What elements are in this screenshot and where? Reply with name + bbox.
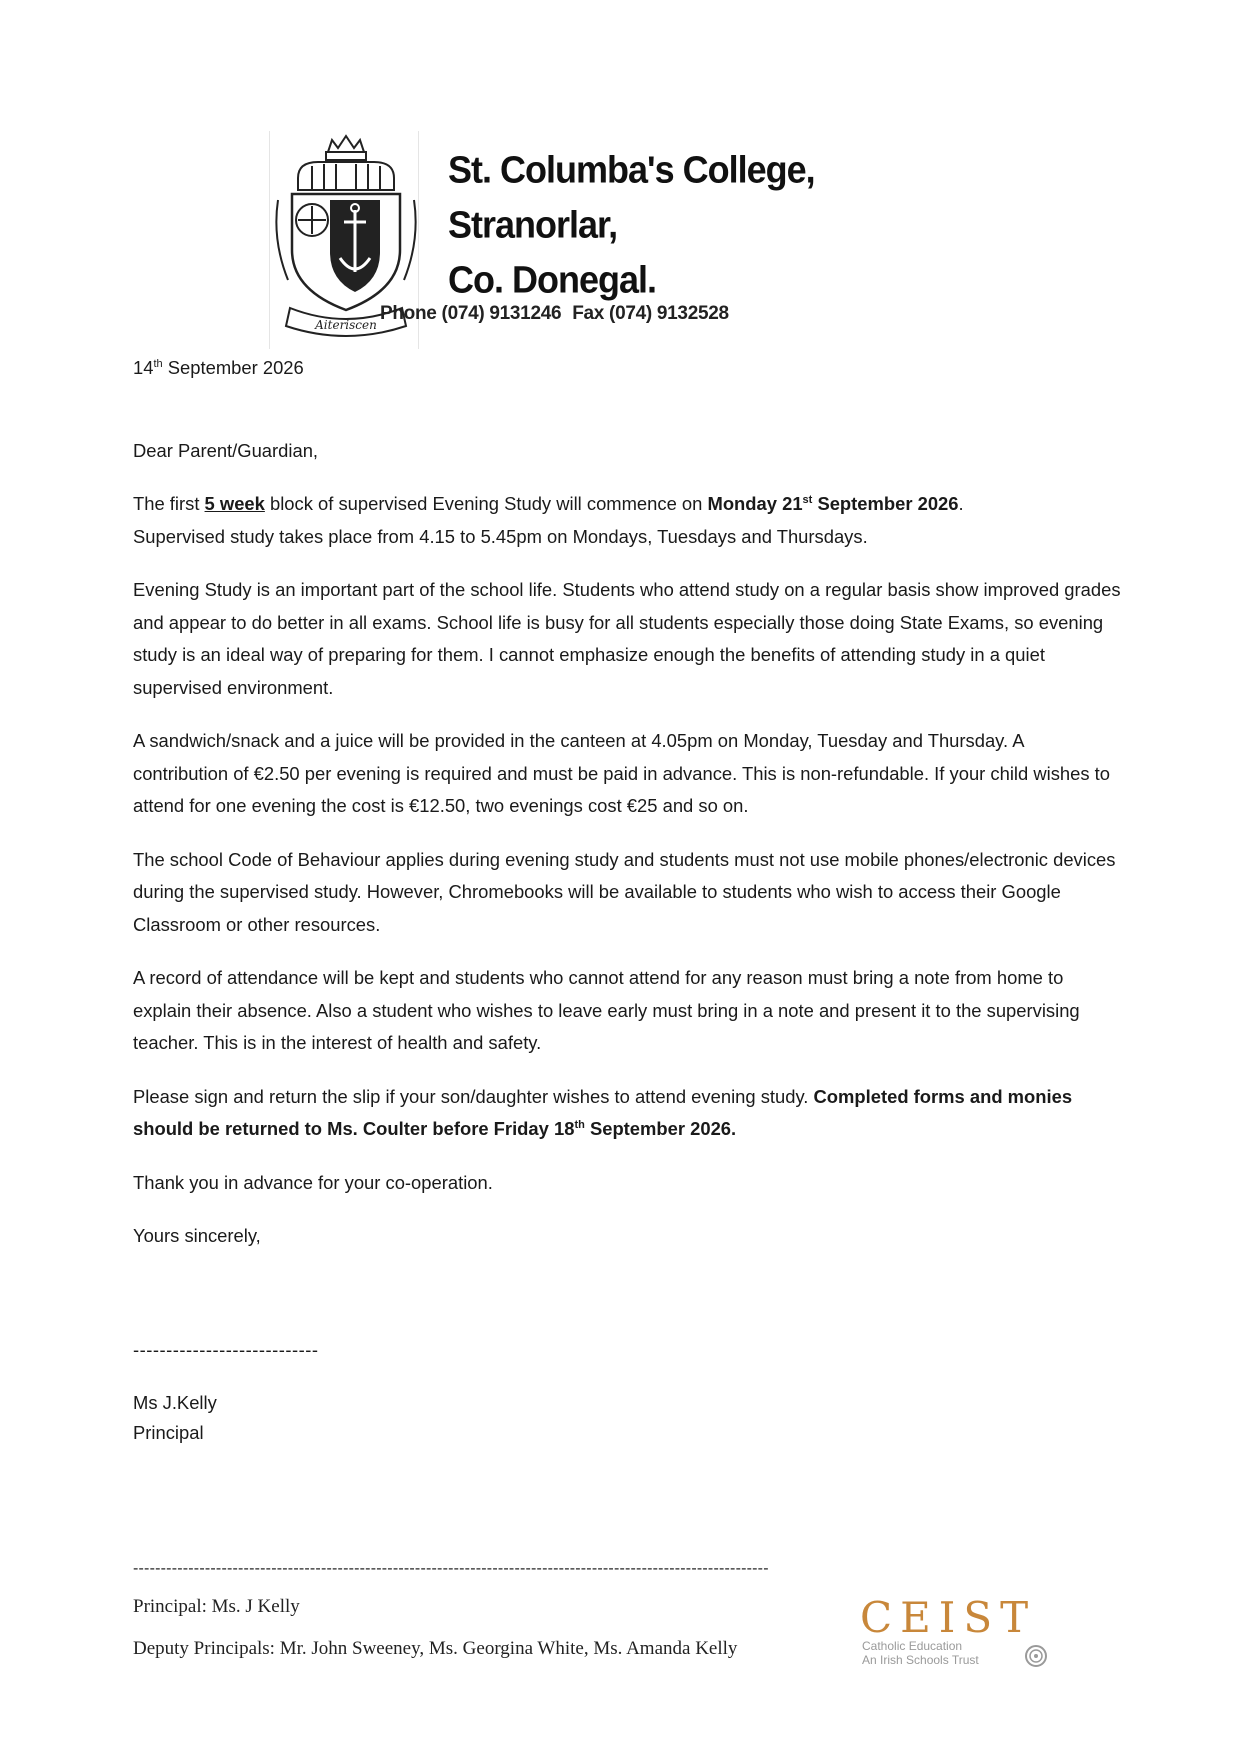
ceist-logo	[858, 1590, 1058, 1670]
footer-principal: Principal: Ms. J Kelly	[133, 1596, 300, 1617]
paragraph-behaviour: The school Code of Behaviour applies during evening study and students must not use mobile phones/electronic devices during the supervised study. However, Chromebooks will be available to students who wish to access their Google Classroom or other resources.	[133, 848, 1116, 935]
letter-body	[133, 352, 1123, 1448]
footer-deputies: Deputy Principals: Mr. John Sweeney, Ms. Georgina White, Ms. Amanda Kelly	[133, 1638, 738, 1659]
phone-number: Phone (074) 9131246	[380, 303, 562, 324]
school-name-line2: Stranorlar,	[448, 202, 618, 246]
ceist-wordmark: CEIST	[860, 1593, 1037, 1642]
school-name-line1: St. Columba's College,	[448, 147, 815, 191]
letter-date: 14th September 2026	[133, 357, 304, 378]
signer-name: Ms J.Kelly	[133, 1392, 217, 1413]
paragraph-return-slip: Please sign and return the slip if your son/daughter wishes to attend evening study. Completed forms and monies should be returned to Ms. Coulter before Friday 18th September 2026.	[133, 1085, 1073, 1139]
school-name	[448, 142, 815, 307]
paragraph-importance: Evening Study is an important part of the school life. Students who attend study on a regular basis show improved grades and appear to do better in all exams. School life is busy for all students especially those doing State Exams, so evening study is an ideal way of preparing for them. I cannot emphasize enough the benefits of attending study in a quiet supervised environment.	[133, 579, 1121, 698]
fax-number: Fax (074) 9132528	[572, 303, 729, 324]
paragraph-cost: A sandwich/snack and a juice will be provided in the canteen at 4.05pm on Monday, Tuesday and Thursday. A contribution of €2.50 per evening is required and must be paid in advance. This is non-refundable. If your child wishes to attend for one evening the cost is €12.50, two evenings cost €25 and so on.	[133, 730, 1110, 816]
signature-block	[133, 1388, 1123, 1448]
footer-divider: -------------------------------------------------------------------------------------------------------------------	[133, 1560, 769, 1577]
thanks-line: Thank you in advance for your co-operation.	[133, 1171, 493, 1193]
ceist-swirl-icon	[1026, 1646, 1046, 1666]
footer-staff	[133, 1586, 737, 1670]
paragraph-study-start: The first 5 week block of supervised Evening Study will commence on Monday 21st September 2026. Supervised study takes place from 4.15 to 5.45pm on Mondays, Tuesdays and Thursdays.	[133, 493, 964, 547]
school-name-line3: Co. Donegal.	[448, 257, 657, 301]
ceist-line1: Catholic Education	[862, 1639, 963, 1653]
salutation: Dear Parent/Guardian,	[133, 439, 319, 461]
signature-line: ----------------------------	[133, 1338, 319, 1360]
contact-line	[380, 303, 735, 325]
ceist-line2: An Irish Schools Trust	[862, 1653, 979, 1667]
paragraph-attendance: A record of attendance will be kept and students who cannot attend for any reason must bring a note from home to explain their absence. Also a student who wishes to leave early must bring in a note and present it to the supervising teacher. This is in the interest of health and safety.	[133, 967, 1080, 1053]
closing: Yours sincerely,	[133, 1225, 261, 1246]
signer-title: Principal	[133, 1422, 204, 1443]
crest-motto: Aiteriscen	[315, 318, 377, 332]
